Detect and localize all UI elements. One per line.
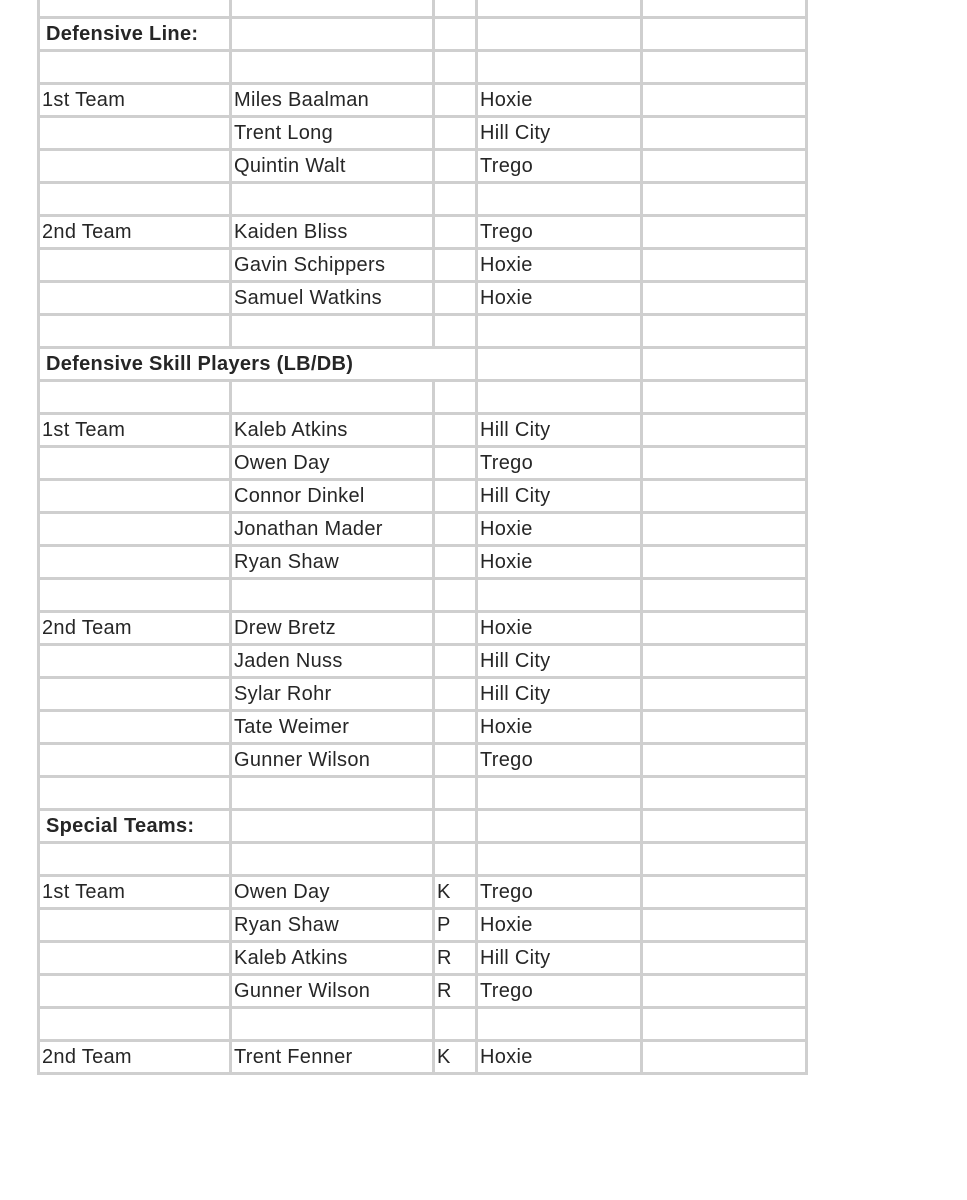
school-cell: Trego <box>477 876 642 909</box>
section-header-row <box>39 348 807 381</box>
player-name-cell: Jaden Nuss <box>231 645 434 678</box>
notes-cell <box>642 0 807 18</box>
position-cell <box>434 447 477 480</box>
school-cell: Hoxie <box>477 282 642 315</box>
team-cell <box>39 546 231 579</box>
player-name-cell: Samuel Watkins <box>231 282 434 315</box>
player-name-cell: Gunner Wilson <box>231 744 434 777</box>
player-name-cell: Ryan Shaw <box>231 546 434 579</box>
school-cell: Hoxie <box>477 1041 642 1074</box>
school-cell: Hoxie <box>477 546 642 579</box>
spacer-row <box>39 51 807 84</box>
notes-cell <box>642 909 807 942</box>
position-cell <box>434 645 477 678</box>
notes-cell <box>642 249 807 282</box>
team-cell: 2nd Team <box>39 1041 231 1074</box>
notes-cell <box>642 711 807 744</box>
player-name-cell: Kaiden Bliss <box>231 216 434 249</box>
school-cell <box>477 0 642 18</box>
player-name-cell: Gunner Wilson <box>231 975 434 1008</box>
notes-cell <box>642 975 807 1008</box>
table-row <box>39 975 807 1008</box>
table-row <box>39 744 807 777</box>
position-cell <box>434 84 477 117</box>
team-cell: 1st Team <box>39 876 231 909</box>
table-row <box>39 216 807 249</box>
notes-cell <box>642 216 807 249</box>
notes-cell <box>642 645 807 678</box>
section-title: Defensive Skill Players (LB/DB) <box>39 348 477 381</box>
team-cell <box>39 480 231 513</box>
school-cell: Hill City <box>477 942 642 975</box>
section-header-row <box>39 18 807 51</box>
notes-cell <box>642 678 807 711</box>
section-title: Defensive Line: <box>39 18 231 51</box>
player-name-cell: Trent Long <box>231 117 434 150</box>
notes-cell <box>642 876 807 909</box>
all-league-defense-table <box>37 0 808 1075</box>
team-cell: 2nd Team <box>39 216 231 249</box>
player-name-cell: Connor Dinkel <box>231 480 434 513</box>
school-cell: Hill City <box>477 117 642 150</box>
position-cell <box>434 0 477 18</box>
player-name-cell: Quintin Walt <box>231 150 434 183</box>
position-cell: P <box>434 909 477 942</box>
school-cell: Trego <box>477 744 642 777</box>
table-row <box>39 249 807 282</box>
school-cell: Hill City <box>477 645 642 678</box>
position-cell <box>434 546 477 579</box>
spacer-row <box>39 843 807 876</box>
table-row <box>39 117 807 150</box>
position-cell <box>434 612 477 645</box>
position-cell: R <box>434 942 477 975</box>
position-cell: K <box>434 876 477 909</box>
team-cell <box>39 909 231 942</box>
position-cell <box>434 216 477 249</box>
school-cell: Hill City <box>477 414 642 447</box>
table-row <box>39 876 807 909</box>
school-cell: Hoxie <box>477 513 642 546</box>
notes-cell <box>642 282 807 315</box>
notes-cell <box>642 447 807 480</box>
school-cell: Hoxie <box>477 84 642 117</box>
notes-cell <box>642 1041 807 1074</box>
player-name-cell: Sylar Rohr <box>231 678 434 711</box>
table-row <box>39 678 807 711</box>
position-cell <box>434 744 477 777</box>
spacer-row <box>39 777 807 810</box>
school-cell: Hoxie <box>477 711 642 744</box>
spacer-row <box>39 381 807 414</box>
notes-cell <box>642 480 807 513</box>
spacer-row <box>39 1008 807 1041</box>
position-cell <box>434 711 477 744</box>
table-row <box>39 480 807 513</box>
spacer-row <box>39 315 807 348</box>
player-name-cell: Gavin Schippers <box>231 249 434 282</box>
team-cell <box>39 744 231 777</box>
notes-cell <box>642 117 807 150</box>
table-row <box>39 0 807 18</box>
school-cell: Hill City <box>477 678 642 711</box>
table-row <box>39 282 807 315</box>
position-cell <box>434 282 477 315</box>
position-cell <box>434 249 477 282</box>
team-cell <box>39 447 231 480</box>
position-cell <box>434 414 477 447</box>
table-row <box>39 1041 807 1074</box>
spacer-row <box>39 183 807 216</box>
notes-cell <box>642 513 807 546</box>
player-name-cell: Trent Fenner <box>231 1041 434 1074</box>
player-name-cell: Miles Baalman <box>231 84 434 117</box>
team-cell <box>39 117 231 150</box>
player-name-cell: Kaleb Atkins <box>231 414 434 447</box>
table-row <box>39 909 807 942</box>
school-cell: Hill City <box>477 480 642 513</box>
position-cell <box>434 150 477 183</box>
player-name-cell: Tate Weimer <box>231 711 434 744</box>
notes-cell <box>642 84 807 117</box>
table-row <box>39 546 807 579</box>
notes-cell <box>642 942 807 975</box>
school-cell: Hoxie <box>477 249 642 282</box>
table-row <box>39 447 807 480</box>
position-cell <box>434 480 477 513</box>
team-cell <box>39 678 231 711</box>
player-name-cell <box>231 0 434 18</box>
table-row <box>39 942 807 975</box>
table-row <box>39 513 807 546</box>
school-cell: Trego <box>477 975 642 1008</box>
table-row <box>39 711 807 744</box>
position-cell <box>434 513 477 546</box>
team-cell <box>39 249 231 282</box>
notes-cell <box>642 612 807 645</box>
team-cell <box>39 513 231 546</box>
team-cell <box>39 711 231 744</box>
player-name-cell: Owen Day <box>231 876 434 909</box>
section-header-row <box>39 810 807 843</box>
position-cell: K <box>434 1041 477 1074</box>
spacer-row <box>39 579 807 612</box>
notes-cell <box>642 414 807 447</box>
section-title: Special Teams: <box>39 810 231 843</box>
team-cell <box>39 282 231 315</box>
team-cell <box>39 0 231 18</box>
player-name-cell: Ryan Shaw <box>231 909 434 942</box>
notes-cell <box>642 150 807 183</box>
notes-cell <box>642 546 807 579</box>
school-cell: Trego <box>477 216 642 249</box>
position-cell: R <box>434 975 477 1008</box>
school-cell: Trego <box>477 150 642 183</box>
team-cell <box>39 150 231 183</box>
team-cell: 1st Team <box>39 414 231 447</box>
team-cell <box>39 975 231 1008</box>
school-cell: Trego <box>477 447 642 480</box>
position-cell <box>434 678 477 711</box>
team-cell <box>39 942 231 975</box>
table-row <box>39 84 807 117</box>
notes-cell <box>642 744 807 777</box>
player-name-cell: Drew Bretz <box>231 612 434 645</box>
player-name-cell: Jonathan Mader <box>231 513 434 546</box>
player-name-cell: Owen Day <box>231 447 434 480</box>
team-cell: 2nd Team <box>39 612 231 645</box>
position-cell <box>434 117 477 150</box>
table-row <box>39 612 807 645</box>
school-cell: Hoxie <box>477 612 642 645</box>
team-cell: 1st Team <box>39 84 231 117</box>
player-name-cell: Kaleb Atkins <box>231 942 434 975</box>
table-row <box>39 645 807 678</box>
table-row <box>39 150 807 183</box>
team-cell <box>39 645 231 678</box>
table-row <box>39 414 807 447</box>
school-cell: Hoxie <box>477 909 642 942</box>
